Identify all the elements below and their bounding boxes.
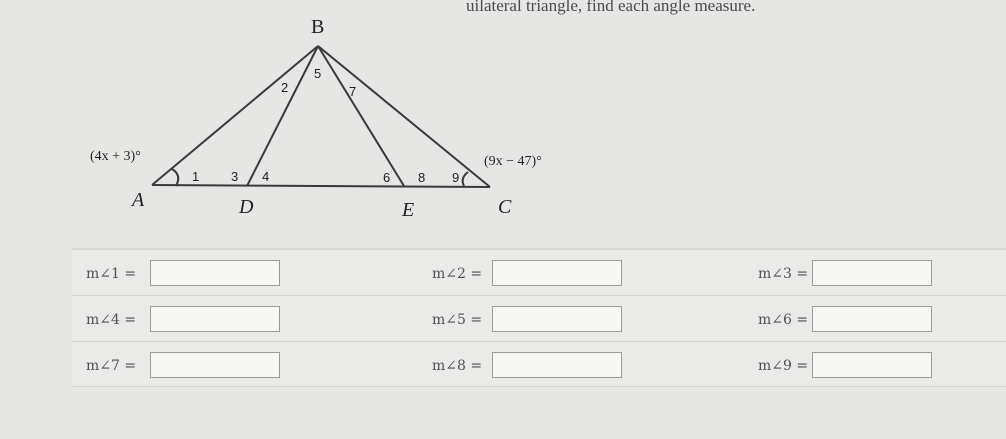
angle-7-label: m∠7 = [86,358,137,374]
vertex-a-label: A [132,189,145,211]
angle-number-6: 6 [383,170,391,185]
answer-grid [72,248,1006,387]
expression-angle-a: (4x + 3)° [90,149,141,164]
angle-8-input[interactable] [492,352,622,378]
angle-6-input[interactable] [812,306,932,332]
angle-mark-a [172,169,178,186]
angle-9-input[interactable] [812,352,932,378]
side-ac [152,185,490,187]
vertex-c-label: C [498,196,512,218]
side-ab [152,46,318,185]
triangle-figure [0,0,600,240]
angle-number-7: 7 [349,84,357,99]
angle-number-9: 9 [452,170,460,185]
angle-number-8: 8 [418,170,426,185]
segment-be [318,46,404,186]
vertex-d-label: D [239,196,254,218]
angle-5-label: m∠5 = [432,312,483,328]
instruction-text: uilateral triangle, find each angle measure. [466,0,756,15]
vertex-b-label: B [311,16,325,38]
segment-bd [247,46,318,186]
angle-9-label: m∠9 = [758,358,809,374]
answer-row [72,250,1006,296]
expression-angle-c: (9x − 47)° [484,154,542,169]
angle-3-label: m∠3 = [758,266,809,282]
angle-7-input[interactable] [150,352,280,378]
angle-6-label: m∠6 = [758,312,809,328]
vertex-e-label: E [402,199,415,221]
angle-2-input[interactable] [492,260,622,286]
angle-number-4: 4 [262,169,270,184]
answer-row [72,342,1006,387]
angle-1-label: m∠1 = [86,266,137,282]
angle-1-input[interactable] [150,260,280,286]
angle-5-input[interactable] [492,306,622,332]
angle-4-label: m∠4 = [86,312,137,328]
angle-mark-c [463,172,468,186]
angle-number-2: 2 [281,80,289,95]
answer-row [72,296,1006,342]
angle-8-label: m∠8 = [432,358,483,374]
angle-2-label: m∠2 = [432,266,483,282]
angle-number-5: 5 [314,66,322,81]
side-bc [318,46,490,187]
angle-number-1: 1 [192,169,200,184]
angle-number-3: 3 [231,169,239,184]
angle-3-input[interactable] [812,260,932,286]
angle-4-input[interactable] [150,306,280,332]
